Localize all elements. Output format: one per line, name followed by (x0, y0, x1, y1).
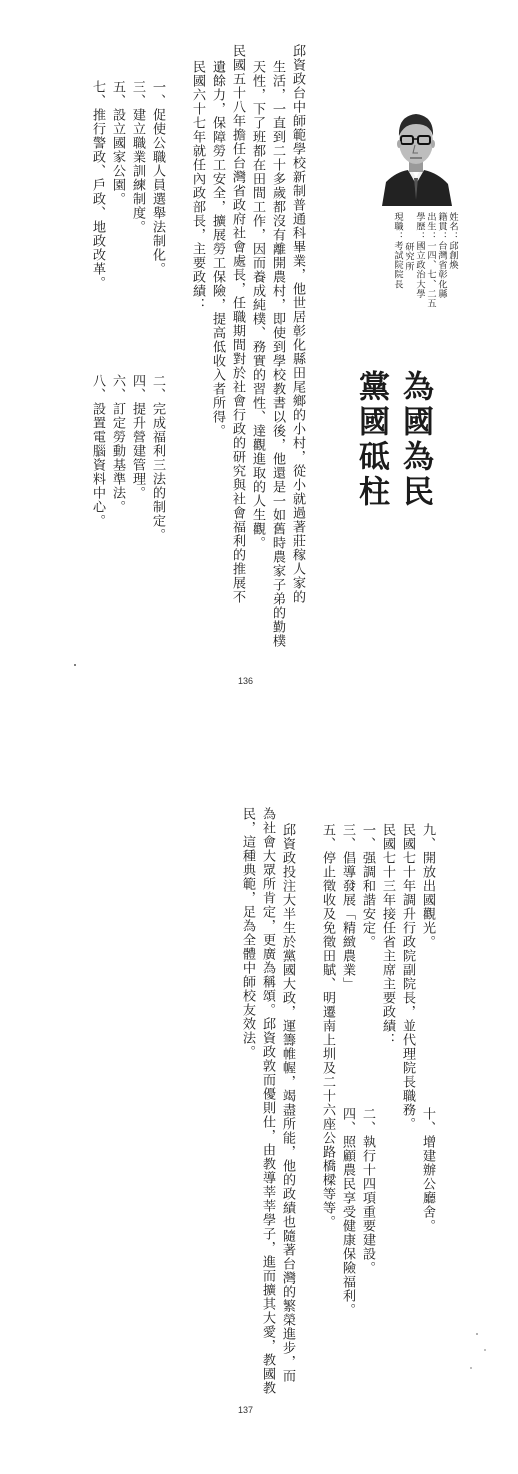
bio-line-3: 天性，下了班都在田間工作，因而養成純樸、務實的習性、達觀進取的人生觀。 (250, 60, 265, 550)
achievement-6: 六、訂定勞動基準法。 (110, 374, 125, 514)
achievement-7: 七、推行警政、戶政、地政改革。 (90, 80, 105, 290)
profile-birth: 出生：一四、七、二五 (425, 212, 436, 308)
page-137 (0, 737, 518, 1474)
bio-line-6: 民國六十七年就任內政部長，主要政績： (190, 60, 205, 312)
scan-speck (470, 1367, 472, 1369)
profile-education: 學歷：國立政治大學 (414, 212, 425, 299)
achievement-4: 四、提升營建管理。 (130, 374, 145, 500)
profile-name: 姓名：邱創煥 (447, 212, 458, 270)
governor-intro: 民國七十三年接任省主席主要政績： (380, 823, 395, 1047)
bio-line-4: 民國五十八年擔任台灣省政府社會處長，任職期間對於社會行政的研究與社會福利的推展不 (230, 44, 245, 604)
governor-achievement-2: 二、執行十四項重要建設。 (360, 1107, 375, 1275)
page-number: 136 (238, 676, 254, 686)
scan-speck (74, 664, 76, 666)
closing-line-3: 民，這種典範，足為全體中師校友效法。 (240, 807, 255, 1059)
bio-line-2: 生活，一直到二十多歲都沒有離開農村，即使到學校教書以後，他還是一如舊時農家子弟的勤樸 (270, 60, 285, 648)
achievement-9: 九、開放出國觀光。 (420, 823, 435, 949)
page-number: 137 (238, 1405, 254, 1415)
closing-line-1: 邱資政投注大半生於黨國大政，運籌帷幄，竭盡所能，他的政績也隨著台灣的繁榮進步，而 (280, 823, 295, 1383)
profile-position: 現職：考試院院長 (392, 212, 403, 289)
governor-achievement-3: 三、倡導發展「精緻農業」 (340, 823, 355, 991)
governor-achievement-1: 一、强調和諧安定。 (360, 823, 375, 949)
closing-line-2: 為社會大眾所肯定，更廣為稱頌。邱資政敦而優則仕，由教導莘莘學子，進而擴其大愛，教國教 (260, 807, 275, 1395)
scan-speck (476, 1333, 478, 1335)
bio-line-5: 遺餘力，保障勞工安全，擴展勞工保險，提高低收入者所得。 (210, 60, 225, 438)
governor-achievement-5: 五、停止徵收及免徵田賦、明遷南上圳及二十六座公路橋樑等等。 (320, 823, 335, 1229)
vice-premier-text: 民國七十年調升行政院副院長，並代理院長職務。 (400, 823, 415, 1131)
portrait-photo (380, 96, 452, 206)
achievement-5: 五、設立國家公園。 (110, 80, 125, 206)
governor-achievement-4: 四、照顧農民享受健康保險福利。 (340, 1107, 355, 1317)
achievement-8: 八、設置電腦資料中心。 (90, 374, 105, 528)
portrait-image (380, 96, 452, 206)
achievement-2: 二、完成福利三法的制定。 (150, 374, 165, 542)
title-left: 黨國砥柱 (353, 370, 389, 510)
scan-speck (484, 1349, 486, 1351)
profile-education-cont: 研究所 (403, 242, 414, 271)
profile-origin: 籍貫：台灣省彰化縣 (436, 212, 447, 299)
achievement-1: 一、促使公職人員選舉法制化。 (150, 80, 165, 276)
bio-line-1: 邱資政台中師範學校新制普通科畢業，他世居彰化縣田尾鄉的小村，從小就過著莊稼人家的 (290, 44, 305, 604)
title-right: 為國為民 (397, 370, 433, 510)
achievement-10: 十、增建辦公廳舍。 (420, 1107, 435, 1233)
achievement-3: 三、建立職業訓練制度。 (130, 80, 145, 234)
